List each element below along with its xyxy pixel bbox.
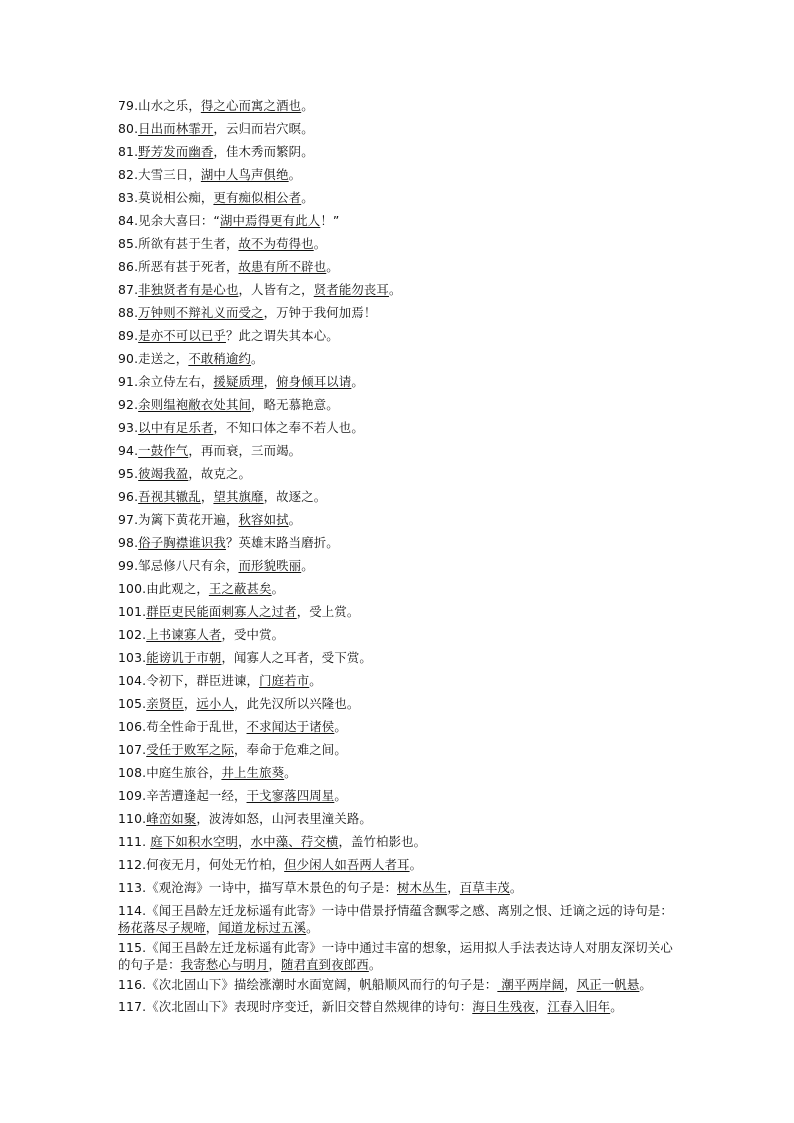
text-line — [118, 577, 678, 600]
text-segment: 。 — [251, 351, 264, 366]
answer-underlined: 上书谏寡人者 — [146, 627, 222, 642]
text-line — [118, 439, 678, 462]
text-segment: 由此观之， — [146, 581, 209, 596]
answer-underlined: 万钟则不辩礼义而受之 — [138, 305, 264, 320]
text-segment: ，佳木秀而繁阴。 — [213, 144, 314, 159]
answer-underlined: 吾视其辙乱 — [138, 489, 201, 504]
line-number: 85. — [118, 236, 139, 251]
text-line — [118, 600, 678, 623]
text-segment: ， — [534, 999, 548, 1014]
text-segment: 所欲有甚于生者， — [138, 236, 239, 251]
line-number: 98. — [118, 535, 139, 550]
text-line — [118, 186, 678, 209]
answer-underlined: 庭下如积水空明 — [150, 834, 239, 849]
answer-underlined: 不敢稍逾约 — [188, 351, 252, 366]
text-line — [118, 531, 678, 554]
text-segment: ，故逐之。 — [263, 489, 327, 504]
text-line — [118, 738, 678, 761]
text-segment: 。 — [334, 788, 347, 803]
line-number: 81. — [118, 144, 139, 159]
text-segment: 。 — [301, 190, 314, 205]
text-segment: ， — [268, 957, 282, 972]
line-number: 107. — [118, 742, 147, 757]
answer-underlined: 非独贤者有是心也 — [138, 282, 239, 297]
text-segment: ，略无慕艳意。 — [251, 397, 339, 412]
answer-underlined: 以中有足乐者 — [138, 420, 214, 435]
text-segment: ，闻寡人之耳者，受下赏。 — [221, 650, 372, 665]
answer-underlined: 王之蔽甚矣 — [208, 581, 272, 596]
line-number: 83. — [118, 190, 139, 205]
text-segment: 为篱下黄花开遍， — [138, 512, 239, 527]
text-segment: 。 — [610, 999, 623, 1014]
text-segment: 中庭生旅谷， — [146, 765, 222, 780]
line-number: 103. — [118, 650, 147, 665]
text-line — [118, 255, 678, 278]
line-number: 92. — [118, 397, 139, 412]
text-segment: 。 — [639, 977, 652, 992]
text-segment: ，波涛如怒，山河表里潼关路。 — [196, 811, 372, 826]
answer-underlined: 更有痴似相公者 — [213, 190, 302, 205]
answer-underlined: 树木丛生 — [397, 880, 448, 895]
text-line — [118, 94, 678, 117]
text-segment: 。 — [309, 673, 322, 688]
line-number: 115. — [118, 940, 147, 955]
line-number: 94. — [118, 443, 139, 458]
text-segment: ？此之谓失其本心。 — [225, 328, 339, 343]
text-line — [118, 462, 678, 485]
text-line — [118, 623, 678, 646]
line-number: 104. — [118, 673, 147, 688]
text-segment: 莫说相公痴， — [138, 190, 214, 205]
text-segment: 见余大喜曰：“ — [138, 213, 220, 228]
answer-underlined: 干戈寥落四周星 — [246, 788, 335, 803]
answer-underlined: 水中藻、荇交横 — [250, 834, 339, 849]
answer-underlined: 闻道龙标过五溪 — [218, 920, 307, 935]
text-line — [118, 554, 678, 577]
line-number: 112. — [118, 857, 147, 872]
text-segment: ？英雄末路当磨折。 — [225, 535, 339, 550]
text-segment: 。 — [409, 857, 423, 872]
text-segment: 。 — [351, 374, 364, 389]
text-line — [118, 485, 678, 508]
text-line — [118, 209, 678, 232]
line-number: 117. — [118, 999, 147, 1014]
line-number: 90. — [118, 351, 139, 366]
answer-underlined: 余则缊袍敝衣处其间 — [138, 397, 252, 412]
line-number: 97. — [118, 512, 139, 527]
text-line — [118, 393, 678, 416]
answer-underlined: 日出而林霏开 — [138, 121, 214, 136]
line-number: 108. — [118, 765, 147, 780]
answer-underlined: 远小人 — [196, 696, 234, 711]
line-number: 86. — [118, 259, 139, 274]
line-number: 80. — [118, 121, 139, 136]
line-number: 82. — [118, 167, 139, 182]
text-segment: ，再而衰，三而竭。 — [188, 443, 302, 458]
text-segment: ，受上赏。 — [296, 604, 360, 619]
answer-underlined: 是亦不可以已乎 — [138, 328, 226, 343]
text-segment: ！” — [320, 213, 340, 228]
text-segment: 。 — [368, 957, 382, 972]
text-line — [118, 508, 678, 531]
line-number: 114. — [118, 903, 147, 918]
answer-underlined: 彼竭我盈 — [138, 466, 189, 481]
line-number: 87. — [118, 282, 139, 297]
text-segment: ，不知口体之奉不若人也。 — [213, 420, 364, 435]
line-number: 109. — [118, 788, 147, 803]
line-number: 95. — [118, 466, 139, 481]
answer-underlined: 秋容如拭 — [238, 512, 289, 527]
answer-underlined: 湖中人鸟声俱绝 — [200, 167, 289, 182]
line-number: 84. — [118, 213, 139, 228]
answer-underlined: 望其旗靡 — [213, 489, 264, 504]
answer-underlined: 而形貌昳丽 — [238, 558, 302, 573]
text-line — [118, 715, 678, 738]
text-line — [118, 324, 678, 347]
text-segment: 大雪三日， — [138, 167, 201, 182]
answer-underlined: 贤者能勿丧耳 — [313, 282, 389, 297]
text-segment: ，受中赏。 — [221, 627, 285, 642]
text-segment: 《闻王昌龄左迁龙标遥有此寄》一诗中借景抒情蕴含飘零之感、离别之恨、迁谪之远的诗句是： — [146, 903, 673, 918]
text-segment: ，万钟于我何加焉！ — [263, 305, 377, 320]
answer-underlined: 风正一帆悬 — [576, 977, 640, 992]
text-line — [118, 278, 678, 301]
answer-underlined: 能谤讥于市朝 — [146, 650, 222, 665]
text-line — [118, 876, 678, 899]
answer-underlined: 故不为苟得也 — [238, 236, 314, 251]
text-segment: 。 — [313, 236, 327, 251]
answer-underlined: 亲贤臣 — [146, 696, 184, 711]
document-body — [118, 94, 678, 1018]
answer-underlined: 江春入旧年 — [547, 999, 611, 1014]
text-segment: 辛苦遭逢起一经， — [146, 788, 247, 803]
text-segment: ，奉命于危难之间。 — [234, 742, 347, 757]
text-segment: ，此先汉所以兴隆也。 — [234, 696, 360, 711]
line-number: 102. — [118, 627, 147, 642]
text-segment: 。 — [288, 512, 302, 527]
text-line — [118, 232, 678, 255]
text-line — [118, 646, 678, 669]
answer-underlined: 但少闲人如吾两人者耳 — [284, 857, 410, 872]
answer-underlined: 一鼓作气 — [138, 443, 189, 458]
answer-underlined: 俗子胸襟谁识我 — [138, 535, 226, 550]
text-segment: 苟全性命于乱世， — [146, 719, 247, 734]
text-segment: 。 — [509, 880, 523, 895]
text-segment: ， — [200, 489, 214, 504]
line-number: 110. — [118, 811, 147, 826]
text-segment: ， — [263, 374, 277, 389]
answer-underlined: 湖中焉得更有此人 — [219, 213, 321, 228]
text-segment: 余立侍左右， — [138, 374, 214, 389]
text-segment: ， — [564, 977, 577, 992]
text-line — [118, 370, 678, 393]
line-number: 96. — [118, 489, 139, 504]
answer-underlined: 群臣吏民能面刺寡人之过者 — [146, 604, 297, 619]
text-segment: ， — [183, 696, 197, 711]
text-line — [118, 117, 678, 140]
line-number: 106. — [118, 719, 147, 734]
answer-underlined: 我寄愁心与明月 — [180, 957, 269, 972]
text-line — [118, 692, 678, 715]
text-segment: ，故克之。 — [188, 466, 252, 481]
answer-underlined: 峰峦如聚 — [146, 811, 197, 826]
line-number: 93. — [118, 420, 139, 435]
answer-underlined: 井上生旅葵 — [221, 765, 285, 780]
line-number: 101. — [118, 604, 147, 619]
line-number: 91. — [118, 374, 139, 389]
answer-underlined: 潮平两岸阔 — [497, 977, 565, 992]
text-line — [118, 163, 678, 186]
text-line — [118, 830, 678, 853]
text-line — [118, 347, 678, 370]
text-segment: 《闻王昌龄左迁龙标遥有此寄》一诗中通过丰富的想象，运用拟人手法表达诗人对朋友深切关心的句子是： — [118, 940, 673, 972]
text-segment: 。 — [306, 920, 319, 935]
text-segment: 走送之， — [138, 351, 189, 366]
text-segment: 何夜无月，何处无竹柏， — [146, 857, 285, 872]
text-segment: 山水之乐， — [138, 98, 201, 113]
text-segment: 。 — [271, 581, 285, 596]
text-segment: ， — [205, 920, 219, 935]
text-line — [118, 902, 678, 936]
line-number: 111. — [118, 834, 147, 849]
text-segment: ， — [447, 880, 460, 895]
text-segment: 令初下，群臣进谏， — [146, 673, 260, 688]
answer-underlined: 杨花落尽子规啼 — [118, 920, 206, 935]
answer-underlined: 俯身倾耳以请 — [276, 374, 352, 389]
text-line — [118, 939, 678, 973]
text-segment: ，盖竹柏影也。 — [338, 834, 427, 849]
text-segment: ，云归而岩穴暝。 — [213, 121, 314, 136]
text-segment: 。 — [326, 259, 339, 274]
text-segment: 邹忌修八尺有余， — [138, 558, 239, 573]
text-line — [118, 853, 678, 876]
answer-underlined: 随君直到夜郎西 — [281, 957, 369, 972]
text-segment: 《观沧海》一诗中，描写草木景色的句子是： — [146, 880, 398, 895]
line-number: 99. — [118, 558, 139, 573]
text-line — [118, 669, 678, 692]
text-segment: 。 — [388, 282, 402, 297]
line-number: 79. — [118, 98, 139, 113]
line-number: 100. — [118, 581, 147, 596]
answer-underlined: 不求闻达于诸侯 — [246, 719, 335, 734]
answer-underlined: 海日生残夜 — [472, 999, 535, 1014]
text-segment: 。 — [334, 719, 347, 734]
text-segment: 。 — [288, 167, 302, 182]
text-line — [118, 784, 678, 807]
text-line — [118, 807, 678, 830]
answer-underlined: 故患有所不辟也 — [238, 259, 327, 274]
line-number: 105. — [118, 696, 147, 711]
text-segment: ，人皆有之， — [238, 282, 314, 297]
text-segment: ， — [238, 834, 251, 849]
text-segment: 。 — [301, 98, 314, 113]
line-number: 113. — [118, 880, 147, 895]
text-segment: 《次北固山下》描绘涨潮时水面宽阔，帆船顺风而行的句子是： — [146, 977, 498, 992]
text-segment: 。 — [284, 765, 297, 780]
text-line — [118, 976, 678, 993]
text-segment: 所恶有甚于死者， — [138, 259, 239, 274]
answer-underlined: 援疑质理 — [213, 374, 264, 389]
text-line — [118, 140, 678, 163]
text-line — [118, 301, 678, 324]
answer-underlined: 受任于败军之际 — [146, 742, 234, 757]
text-segment: 。 — [301, 558, 314, 573]
answer-underlined: 百草丰茂 — [459, 880, 510, 895]
text-line — [118, 761, 678, 784]
answer-underlined: 得之心而寓之酒也 — [200, 98, 302, 113]
line-number: 88. — [118, 305, 139, 320]
answer-underlined: 野芳发而幽香 — [138, 144, 214, 159]
text-line — [118, 416, 678, 439]
line-number: 116. — [118, 977, 147, 992]
line-number: 89. — [118, 328, 139, 343]
text-segment: 《次北固山下》表现时序变迁，新旧交替自然规律的诗句： — [146, 999, 473, 1014]
text-line — [118, 995, 678, 1018]
answer-underlined: 门庭若市 — [259, 673, 310, 688]
